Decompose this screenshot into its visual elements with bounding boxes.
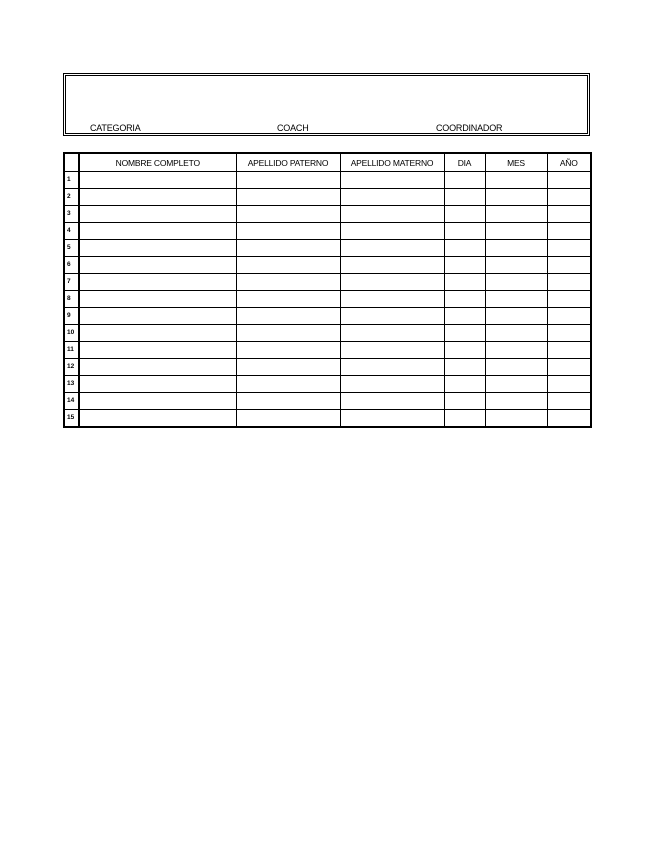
table-row: [64, 308, 591, 325]
apellido-materno-cell[interactable]: [340, 342, 444, 359]
apellido-materno-cell[interactable]: [340, 359, 444, 376]
row-number: 7: [64, 274, 79, 291]
mes-cell[interactable]: [485, 206, 547, 223]
nombre-cell[interactable]: [79, 189, 236, 206]
dia-cell[interactable]: [444, 410, 485, 428]
row-number: 1: [64, 172, 79, 189]
mes-cell[interactable]: [485, 223, 547, 240]
nombre-cell[interactable]: [79, 410, 236, 428]
apellido-paterno-cell[interactable]: [236, 291, 340, 308]
table-row: [64, 274, 591, 291]
row-number: 10: [64, 325, 79, 342]
apellido-paterno-cell[interactable]: [236, 342, 340, 359]
apellido-paterno-cell[interactable]: [236, 240, 340, 257]
ano-cell[interactable]: [547, 257, 591, 274]
apellido-paterno-cell[interactable]: [236, 308, 340, 325]
player-roster-table: [63, 152, 592, 428]
mes-cell[interactable]: [485, 376, 547, 393]
dia-cell[interactable]: [444, 359, 485, 376]
mes-cell[interactable]: [485, 393, 547, 410]
row-number: 13: [64, 376, 79, 393]
apellido-materno-cell[interactable]: [340, 257, 444, 274]
apellido-paterno-cell[interactable]: [236, 359, 340, 376]
nombre-cell[interactable]: [79, 291, 236, 308]
dia-cell[interactable]: [444, 393, 485, 410]
nombre-cell[interactable]: [79, 223, 236, 240]
table-row: [64, 393, 591, 410]
table-row: [64, 172, 591, 189]
row-number: 11: [64, 342, 79, 359]
table-row: [64, 223, 591, 240]
mes-cell[interactable]: [485, 257, 547, 274]
mes-cell[interactable]: [485, 189, 547, 206]
dia-cell[interactable]: [444, 172, 485, 189]
apellido-materno-cell[interactable]: [340, 393, 444, 410]
ano-cell[interactable]: [547, 342, 591, 359]
ano-cell[interactable]: [547, 359, 591, 376]
nombre-cell[interactable]: [79, 308, 236, 325]
table-row: [64, 189, 591, 206]
ano-cell[interactable]: [547, 240, 591, 257]
nombre-cell[interactable]: [79, 172, 236, 189]
table-row: [64, 376, 591, 393]
apellido-paterno-cell[interactable]: [236, 223, 340, 240]
ano-cell[interactable]: [547, 325, 591, 342]
ano-cell[interactable]: [547, 172, 591, 189]
table-header-row: [64, 153, 591, 172]
dia-cell[interactable]: [444, 308, 485, 325]
coordinador-label: COORDINADOR: [436, 123, 503, 133]
apellido-materno-cell[interactable]: [340, 189, 444, 206]
apellido-materno-cell[interactable]: [340, 308, 444, 325]
ano-cell[interactable]: [547, 393, 591, 410]
table-row: [64, 291, 591, 308]
row-number: 6: [64, 257, 79, 274]
row-number: 3: [64, 206, 79, 223]
column-header-dia: DIA: [444, 153, 485, 172]
apellido-materno-cell[interactable]: [340, 223, 444, 240]
table-row: [64, 325, 591, 342]
apellido-materno-cell[interactable]: [340, 274, 444, 291]
ano-cell[interactable]: [547, 376, 591, 393]
apellido-paterno-cell[interactable]: [236, 410, 340, 428]
mes-cell[interactable]: [485, 291, 547, 308]
table-body: [64, 172, 591, 428]
apellido-paterno-cell[interactable]: [236, 274, 340, 291]
apellido-materno-cell[interactable]: [340, 325, 444, 342]
column-header-apellido-paterno: APELLIDO PATERNO: [236, 153, 340, 172]
nombre-cell[interactable]: [79, 393, 236, 410]
table-row: [64, 410, 591, 428]
table-row: [64, 342, 591, 359]
column-header-nombre: NOMBRE COMPLETO: [79, 153, 236, 172]
dia-cell[interactable]: [444, 325, 485, 342]
apellido-paterno-cell[interactable]: [236, 393, 340, 410]
categoria-label: CATEGORIA: [90, 123, 141, 133]
row-number: 14: [64, 393, 79, 410]
apellido-materno-cell[interactable]: [340, 291, 444, 308]
ano-cell[interactable]: [547, 308, 591, 325]
dia-cell[interactable]: [444, 189, 485, 206]
dia-cell[interactable]: [444, 257, 485, 274]
nombre-cell[interactable]: [79, 257, 236, 274]
nombre-cell[interactable]: [79, 325, 236, 342]
apellido-paterno-cell[interactable]: [236, 189, 340, 206]
mes-cell[interactable]: [485, 274, 547, 291]
column-header-ano: AÑO: [547, 153, 591, 172]
ano-cell[interactable]: [547, 206, 591, 223]
table-row: [64, 240, 591, 257]
coach-label: COACH: [277, 123, 309, 133]
mes-cell[interactable]: [485, 325, 547, 342]
mes-cell[interactable]: [485, 240, 547, 257]
apellido-paterno-cell[interactable]: [236, 376, 340, 393]
row-number: 15: [64, 410, 79, 428]
row-number: 4: [64, 223, 79, 240]
apellido-materno-cell[interactable]: [340, 206, 444, 223]
nombre-cell[interactable]: [79, 376, 236, 393]
row-number: 12: [64, 359, 79, 376]
dia-cell[interactable]: [444, 240, 485, 257]
dia-cell[interactable]: [444, 223, 485, 240]
mes-cell[interactable]: [485, 342, 547, 359]
ano-cell[interactable]: [547, 223, 591, 240]
table-row: [64, 206, 591, 223]
dia-cell[interactable]: [444, 342, 485, 359]
row-number: 2: [64, 189, 79, 206]
row-number-header: [64, 153, 79, 172]
team-info-box: [63, 73, 590, 136]
nombre-cell[interactable]: [79, 342, 236, 359]
mes-cell[interactable]: [485, 172, 547, 189]
row-number: 8: [64, 291, 79, 308]
dia-cell[interactable]: [444, 291, 485, 308]
row-number: 5: [64, 240, 79, 257]
apellido-materno-cell[interactable]: [340, 172, 444, 189]
nombre-cell[interactable]: [79, 240, 236, 257]
apellido-paterno-cell[interactable]: [236, 257, 340, 274]
dia-cell[interactable]: [444, 206, 485, 223]
ano-cell[interactable]: [547, 291, 591, 308]
apellido-materno-cell[interactable]: [340, 376, 444, 393]
column-header-apellido-materno: APELLIDO MATERNO: [340, 153, 444, 172]
mes-cell[interactable]: [485, 410, 547, 428]
apellido-materno-cell[interactable]: [340, 410, 444, 428]
apellido-paterno-cell[interactable]: [236, 325, 340, 342]
row-number: 9: [64, 308, 79, 325]
ano-cell[interactable]: [547, 189, 591, 206]
apellido-paterno-cell[interactable]: [236, 172, 340, 189]
column-header-mes: MES: [485, 153, 547, 172]
table-row: [64, 257, 591, 274]
nombre-cell[interactable]: [79, 359, 236, 376]
dia-cell[interactable]: [444, 274, 485, 291]
table-row: [64, 359, 591, 376]
mes-cell[interactable]: [485, 359, 547, 376]
nombre-cell[interactable]: [79, 274, 236, 291]
mes-cell[interactable]: [485, 308, 547, 325]
dia-cell[interactable]: [444, 376, 485, 393]
apellido-paterno-cell[interactable]: [236, 206, 340, 223]
apellido-materno-cell[interactable]: [340, 240, 444, 257]
ano-cell[interactable]: [547, 274, 591, 291]
nombre-cell[interactable]: [79, 206, 236, 223]
ano-cell[interactable]: [547, 410, 591, 428]
